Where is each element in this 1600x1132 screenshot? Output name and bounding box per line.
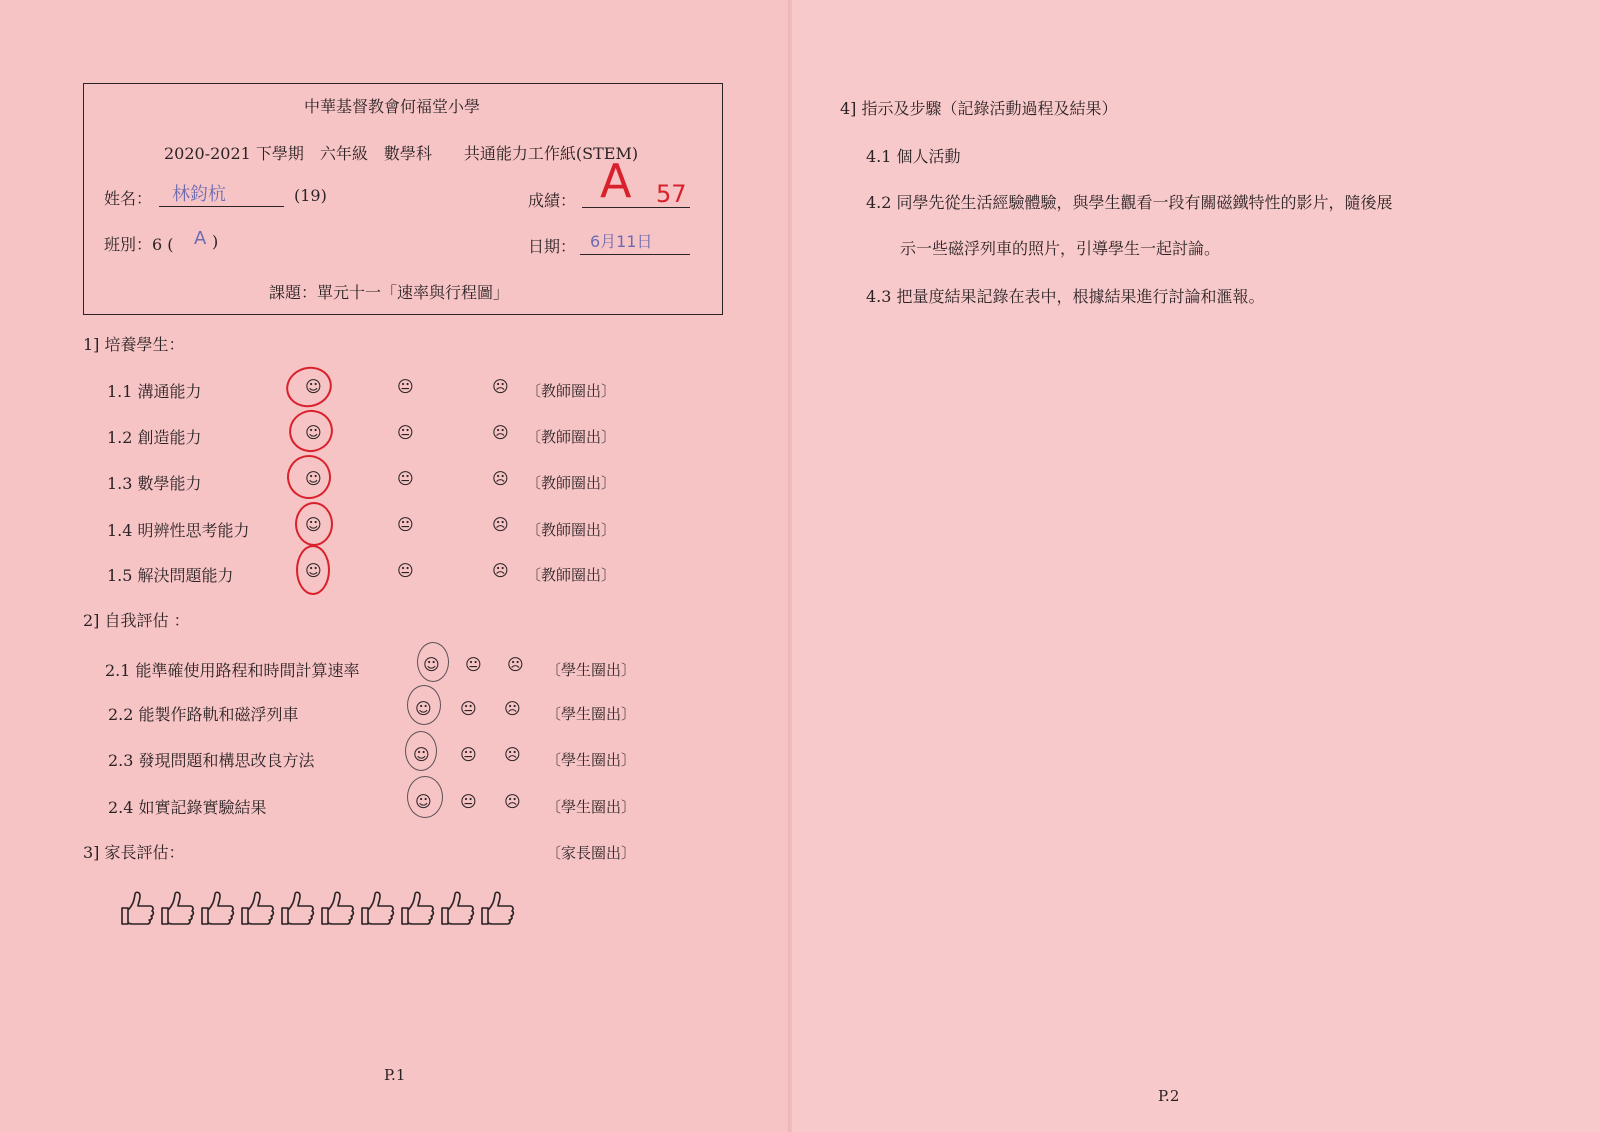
thumbs-up-icon[interactable] <box>358 888 396 928</box>
thumbs-up-icon[interactable] <box>118 888 156 928</box>
thumbs-up-icon[interactable] <box>238 888 276 928</box>
page-number: P.1 <box>384 1066 406 1084</box>
neutral-face-icon[interactable]: 😐 <box>460 745 477 764</box>
row-label: 1.4 明辨性思考能力 <box>107 521 250 540</box>
teacher-tag: 〔教師圈出〕 <box>526 428 617 446</box>
sad-face-icon[interactable]: ☹ <box>492 469 509 488</box>
neutral-face-icon[interactable]: 😐 <box>397 515 414 534</box>
thumbs-up-icon[interactable] <box>438 888 476 928</box>
thumbs-up-icon[interactable] <box>278 888 316 928</box>
happy-face-icon[interactable]: ☺ <box>305 377 322 396</box>
happy-face-icon[interactable]: ☺ <box>305 515 322 534</box>
thumbs-up-icon[interactable] <box>318 888 356 928</box>
student-name: 林鈞杭 <box>172 184 226 205</box>
step-4-2-line1: 4.2 同學先從生活經驗體驗，與學生觀看一段有關磁鐵特性的影片，隨後展 <box>866 193 1393 212</box>
sad-face-icon[interactable]: ☹ <box>492 515 509 534</box>
teacher-tag: 〔教師圈出〕 <box>526 566 617 584</box>
grade-letter: A <box>600 154 632 208</box>
row-label: 2.4 如實記錄實驗結果 <box>108 798 267 817</box>
name-label: 姓名： <box>104 189 153 208</box>
row-label: 1.3 數學能力 <box>107 474 202 493</box>
happy-face-icon[interactable]: ☺ <box>415 792 432 811</box>
grade-label: 成績： <box>528 191 577 210</box>
student-tag: 〔學生圈出〕 <box>546 661 637 679</box>
thumbs-up-icon[interactable] <box>158 888 196 928</box>
step-4-1: 4.1 個人活動 <box>866 147 961 166</box>
thumbs-up-icon[interactable] <box>478 888 516 928</box>
neutral-face-icon[interactable]: 😐 <box>397 377 414 396</box>
sad-face-icon[interactable]: ☹ <box>507 655 524 674</box>
neutral-face-icon[interactable]: 😐 <box>460 792 477 811</box>
worksheet-page-1 <box>0 0 790 1132</box>
neutral-face-icon[interactable]: 😐 <box>397 423 414 442</box>
neutral-face-icon[interactable]: 😐 <box>397 561 414 580</box>
grade-mark: 57 <box>656 180 687 208</box>
thumbs-rating <box>118 888 518 928</box>
step-4-3: 4.3 把量度結果記錄在表中，根據結果進行討論和滙報。 <box>866 287 1265 306</box>
teacher-tag: 〔教師圈出〕 <box>526 474 617 492</box>
class-number: (19) <box>294 186 327 205</box>
row-label: 1.1 溝通能力 <box>107 382 202 401</box>
student-tag: 〔學生圈出〕 <box>546 705 637 723</box>
topic: 課題：單元十一「速率與行程圖」 <box>269 283 510 302</box>
thumbs-up-icon[interactable] <box>198 888 236 928</box>
class-value: A <box>194 228 207 249</box>
worksheet-page-2 <box>792 0 1600 1132</box>
thumbs-up-icon[interactable] <box>398 888 436 928</box>
teacher-tag: 〔教師圈出〕 <box>526 382 617 400</box>
class-label: 班別：6 ( <box>104 235 174 254</box>
teacher-tag: 〔教師圈出〕 <box>526 521 617 539</box>
sad-face-icon[interactable]: ☹ <box>504 745 521 764</box>
happy-face-icon[interactable]: ☺ <box>413 745 430 764</box>
section4-title: 4] 指示及步驟（記錄活動過程及結果） <box>840 99 1118 118</box>
header-box <box>83 83 723 315</box>
school-name: 中華基督教會何福堂小學 <box>304 97 481 116</box>
date-label: 日期： <box>528 237 577 256</box>
student-tag: 〔學生圈出〕 <box>546 751 637 769</box>
step-4-2-line2: 示一些磁浮列車的照片，引導學生一起討論。 <box>900 239 1221 258</box>
neutral-face-icon[interactable]: 😐 <box>460 699 477 718</box>
parent-tag: 〔家長圈出〕 <box>546 844 637 862</box>
sad-face-icon[interactable]: ☹ <box>492 377 509 396</box>
sad-face-icon[interactable]: ☹ <box>492 561 509 580</box>
happy-face-icon[interactable]: ☺ <box>423 655 440 674</box>
happy-face-icon[interactable]: ☺ <box>305 469 322 488</box>
row-label: 1.5 解決問題能力 <box>107 566 234 585</box>
sad-face-icon[interactable]: ☹ <box>504 699 521 718</box>
worksheet-subtitle: 2020-2021 下學期 六年級 數學科 共通能力工作紙(STEM) <box>164 144 639 163</box>
sad-face-icon[interactable]: ☹ <box>504 792 521 811</box>
section1-title: 1] 培養學生： <box>83 335 185 354</box>
row-label: 1.2 創造能力 <box>107 428 202 447</box>
name-underline <box>159 206 284 207</box>
neutral-face-icon[interactable]: 😐 <box>465 655 482 674</box>
row-label: 2.3 發現問題和構思改良方法 <box>108 751 315 770</box>
happy-face-icon[interactable]: ☺ <box>305 423 322 442</box>
sad-face-icon[interactable]: ☹ <box>492 423 509 442</box>
date-value: 6月11日 <box>590 232 653 251</box>
happy-face-icon[interactable]: ☺ <box>415 699 432 718</box>
page-number: P.2 <box>1158 1087 1180 1105</box>
row-label: 2.2 能製作路軌和磁浮列車 <box>108 705 299 724</box>
section3-title: 3] 家長評估： <box>83 843 185 862</box>
student-tag: 〔學生圈出〕 <box>546 798 637 816</box>
happy-face-icon[interactable]: ☺ <box>305 561 322 580</box>
section2-title: 2] 自我評估 ： <box>83 611 190 630</box>
date-underline <box>580 254 690 255</box>
row-label: 2.1 能準確使用路程和時間計算速率 <box>105 661 360 680</box>
neutral-face-icon[interactable]: 😐 <box>397 469 414 488</box>
class-close: ) <box>212 232 219 251</box>
